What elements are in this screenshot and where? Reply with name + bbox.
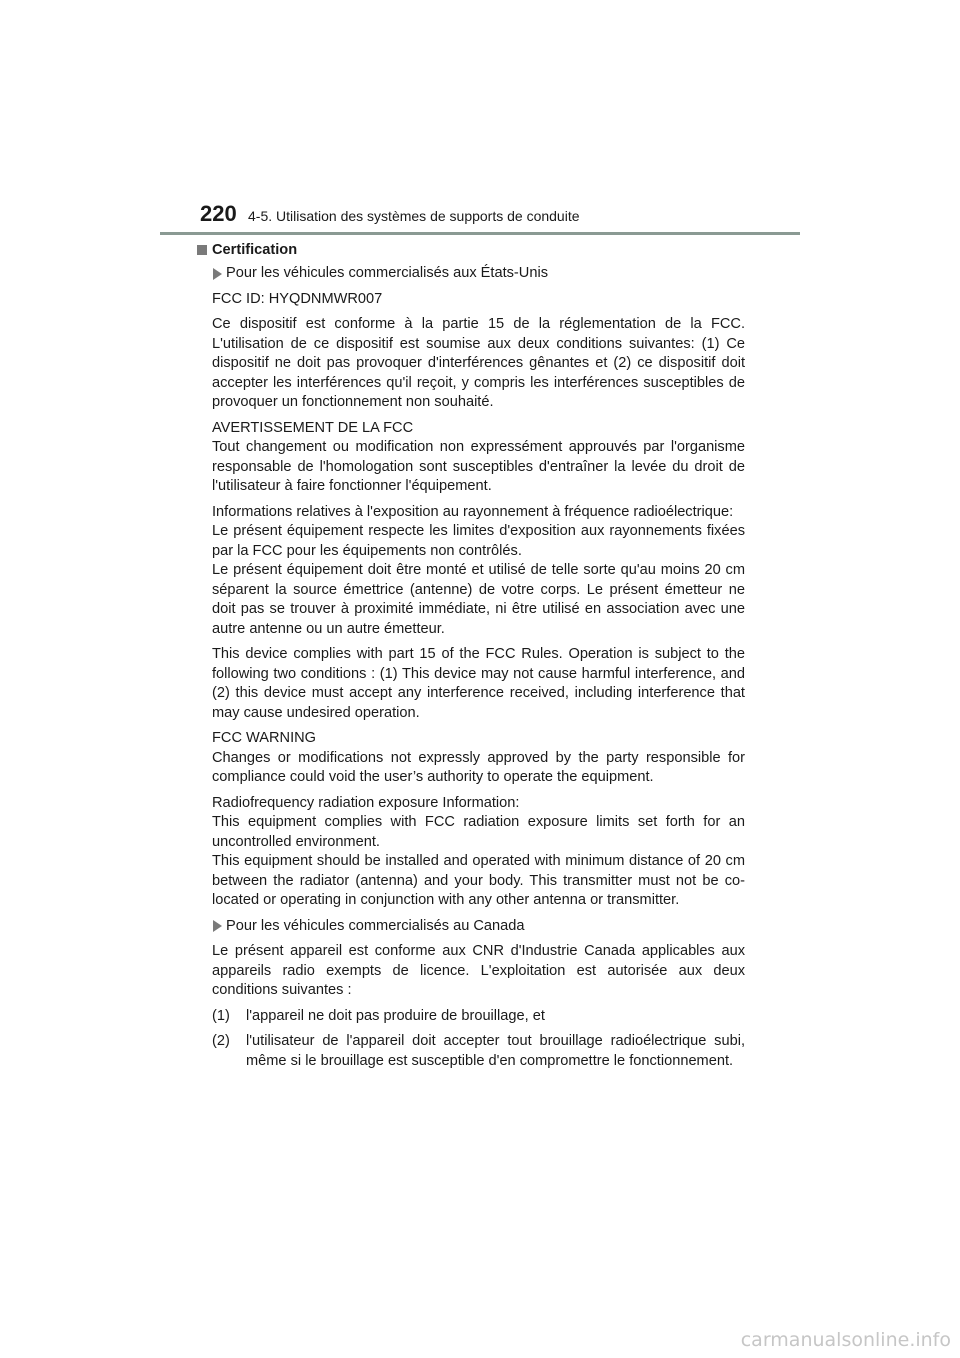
fcc-warning-fr-title: AVERTISSEMENT DE LA FCC — [212, 419, 414, 436]
radiation-info-fr-text-a: Le présent équipement respecte les limites d'exposition aux rayonnements fixées par la FCC pour les équipements non contrôlés. — [212, 523, 745, 559]
usa-bullet — [212, 264, 745, 284]
page-header — [0, 0, 960, 236]
fcc-warning-en-block — [212, 729, 745, 788]
radiation-info-en-text-a: This equipment complies with FCC radiation exposure limits set forth for an uncontrolled environment. — [212, 814, 745, 850]
list-item-text: l'utilisateur de l'appareil doit accepter tout brouillage radioélectrique subi, même si le brouillage est susceptible d'en compromettre le fonctionnement. — [246, 1033, 745, 1069]
paragraph-fcc-compliance-en: This device complies with part 15 of the FCC Rules. Operation is subject to the following two conditions : (1) This device may not cause harmful interference, and (2) this device must accept any interference received, including interference that may cause undesired operation. — [212, 646, 745, 721]
heading-text: Certification — [212, 242, 298, 258]
list-item-number: (2) — [212, 1033, 230, 1049]
fcc-warning-fr-block — [212, 419, 745, 497]
list-item — [212, 1032, 745, 1071]
radiation-info-fr-text-b: Le présent équipement doit être monté et utilisé de telle sorte qu'au moins 20 cm séparent la source émettrice (antenne) de votre corps. Le présent émetteur ne doit pas se trouver à proximité immédiate, ni être utilisé en association avec une autre antenne ou un autre émetteur. — [212, 562, 745, 637]
usa-bullet-text: Pour les véhicules commercialisés aux États-Unis — [226, 265, 548, 281]
radiation-info-en-title: Radiofrequency radiation exposure Information: — [212, 794, 520, 811]
canada-bullet — [212, 917, 745, 937]
list-item — [212, 1007, 745, 1027]
canada-bullet-text: Pour les véhicules commercialisés au Canada — [226, 917, 525, 934]
document-body — [212, 241, 745, 1077]
radiation-info-en-block — [212, 794, 745, 911]
header-divider — [160, 232, 800, 235]
list-item-text: l'appareil ne doit pas produire de brouillage, et — [246, 1007, 545, 1024]
watermark: carmanualsonline.info — [740, 1329, 951, 1351]
paragraph-canada: Le présent appareil est conforme aux CNR d'Industrie Canada applicables aux appareils radio exempts de licence. L'exploitation est autorisée aux deux conditions suivantes : — [212, 943, 745, 998]
paragraph-fcc-compliance-fr: Ce dispositif est conforme à la partie 15 de la réglementation de la FCC. L'utilisation de ce dispositif est soumise aux deux conditions suivantes: (1) Ce dispositif ne doit pas provoquer d'interférences gênantes et (2) ce dispositif doit accepter les interférences qu'il reçoit, y compris les interférences susceptibles de provoquer un fonctionnement non souhaité. — [212, 316, 745, 410]
page-number: 220 — [200, 201, 237, 226]
radiation-info-fr-block — [212, 503, 745, 640]
list-item-number: (1) — [212, 1007, 230, 1024]
triangle-bullet-icon — [213, 268, 222, 280]
fcc-warning-en-text: Changes or modifications not expressly approved by the party responsible for compliance could void the user’s authority to operate the equipment. — [212, 749, 745, 785]
fcc-warning-fr-text: Tout changement ou modification non expressément approuvés par l'organisme responsable de l'homologation sont susceptibles d'entraîner la levée du droit de l'utilisateur à faire fonctionner l'équipement. — [212, 439, 745, 494]
triangle-bullet-icon — [213, 920, 222, 932]
fcc-warning-en-title: FCC WARNING — [212, 730, 317, 746]
fcc-id: FCC ID: HYQDNMWR007 — [212, 290, 383, 307]
square-bullet-icon — [197, 245, 207, 255]
radiation-info-fr-title: Informations relatives à l'exposition au rayonnement à fréquence radioélectrique: — [212, 503, 734, 520]
radiation-info-en-text-b: This equipment should be installed and operated with minimum distance of 20 cm between the radiator (antenna) and your body. This transmitter must not be co-located or operating in conjunction with any other antenna or transmitter. — [212, 853, 745, 908]
section-title: 4-5. Utilisation des systèmes de supports de conduite — [248, 208, 580, 224]
